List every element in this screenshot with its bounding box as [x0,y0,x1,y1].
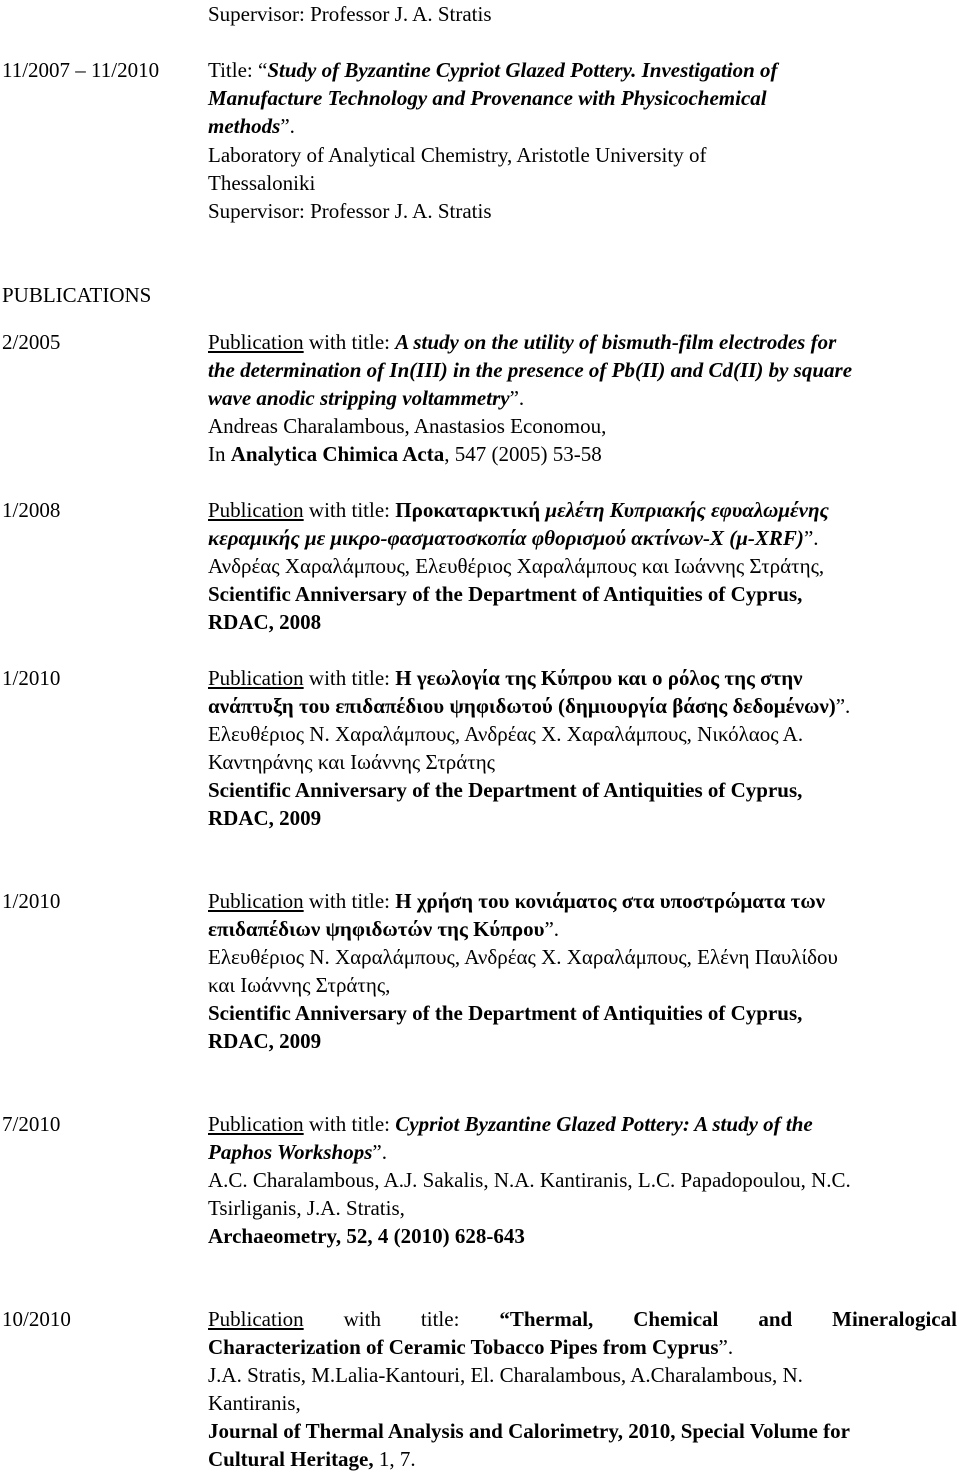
pub-date: 2/2005 [2,330,61,354]
pub-authors-line-1: Ελευθέριος Ν. Χαραλάμπους, Ανδρέας Χ. Χαραλάμπους, Νικόλαος Α. [208,722,804,746]
pub-venue-line-2: RDAC, 2008 [208,610,322,634]
pub-date: 10/2010 [2,1307,71,1331]
pub-authors: Andreas Charalambous, Anastasios Economou, [208,414,607,438]
pub-title-line-1: Publication with title: Cypriot Byzantine Glazed Pottery: A study of the [208,1112,813,1136]
pub-title-line-2: Paphos Workshops”. [208,1140,387,1164]
publication-link[interactable]: Publication [208,1307,304,1331]
pub-title-line-1: Publication with title: “Thermal, Chemical and Mineralogical [208,1307,957,1331]
pub-venue-line-2: RDAC, 2009 [208,806,322,830]
publication-link[interactable]: Publication [208,666,304,690]
pub-journal-line-1: Journal of Thermal Analysis and Calorimetry, 2010, Special Volume for [208,1419,850,1443]
pub-authors-line-1: J.A. Stratis, M.Lalia-Kantouri, El. Charalambous, A.Charalambous, N. [208,1363,803,1387]
pub-authors-line-2: και Ιωάννης Στράτης, [208,973,391,997]
phd-title-line-2: Manufacture Technology and Provenance with Physicochemical [208,86,767,110]
prev-supervisor: Supervisor: Professor J. A. Stratis [208,2,492,26]
pub-date: 1/2008 [2,498,61,522]
pub-title-line-1: Publication with title: A study on the utility of bismuth-film electrodes for [208,330,837,354]
pub-authors-line-1: Ελευθέριος Ν. Χαραλάμπους, Ανδρέας Χ. Χαραλάμπους, Ελένη Παυλίδου [208,945,838,969]
pub-title-line-1: Publication with title: Η χρήση του κονιάματος στα υποστρώματα των [208,889,826,913]
pub-venue-line-2: RDAC, 2009 [208,1029,322,1053]
pub-date: 1/2010 [2,666,61,690]
phd-lab-line-1: Laboratory of Analytical Chemistry, Aristotle University of [208,143,707,167]
pub-venue-line-1: Scientific Anniversary of the Department of Antiquities of Cyprus, [208,1001,803,1025]
pub-venue-line-1: Scientific Anniversary of the Department of Antiquities of Cyprus, [208,582,803,606]
pub-venue-line-1: Scientific Anniversary of the Department of Antiquities of Cyprus, [208,778,803,802]
pub-title-line-3: wave anodic stripping voltammetry”. [208,386,525,410]
publications-heading: PUBLICATIONS [2,283,152,307]
pub-journal-line-2: Cultural Heritage, 1, 7. [208,1447,416,1471]
pub-authors-line-1: A.C. Charalambous, A.J. Sakalis, N.A. Kantiranis, L.C. Papadopoulou, N.C. [208,1168,851,1192]
phd-date: 11/2007 – 11/2010 [2,58,160,82]
phd-title-line-3: methods”. [208,114,295,138]
publication-link[interactable]: Publication [208,498,304,522]
pub-title-line-2: ανάπτυξη του επιδαπέδιου ψηφιδωτού (δημιουργία βάσης δεδομένων)”. [208,694,851,718]
phd-lab-line-2: Thessaloniki [208,171,316,195]
publication-link[interactable]: Publication [208,889,304,913]
pub-date: 1/2010 [2,889,61,913]
pub-title-line-1: Publication with title: Προκαταρκτική μελέτη Κυπριακής εφυαλωμένης [208,498,829,522]
publication-link[interactable]: Publication [208,1112,304,1136]
pub-journal: Archaeometry, 52, 4 (2010) 628-643 [208,1224,525,1248]
phd-supervisor: Supervisor: Professor J. A. Stratis [208,199,492,223]
pub-title-line-2: Characterization of Ceramic Tobacco Pipes from Cyprus”. [208,1335,734,1359]
publication-link[interactable]: Publication [208,330,304,354]
pub-date: 7/2010 [2,1112,61,1136]
pub-authors: Ανδρέας Χαραλάμπους, Ελευθέριος Χαραλάμπους και Ιωάννης Στράτης, [208,554,825,578]
pub-title-line-2: επιδαπέδιων ψηφιδωτών της Κύπρου”. [208,917,560,941]
pub-authors-line-2: Καντηράνης και Ιωάννης Στράτης [208,750,495,774]
pub-title-line-2: the determination of In(III) in the presence of Pb(II) and Cd(II) by square [208,358,853,382]
pub-title-line-1: Publication with title: Η γεωλογία της Κύπρου και ο ρόλος της στην [208,666,803,690]
pub-authors-line-2: Tsirliganis, J.A. Stratis, [208,1196,405,1220]
pub-authors-line-2: Kantiranis, [208,1391,301,1415]
pub-title-line-2: κεραμικής με μικρο-φασματοσκοπία φθορισμού ακτίνων-Χ (μ-XRF)”. [208,526,819,550]
pub-journal: In Analytica Chimica Acta, 547 (2005) 53-58 [208,442,602,466]
phd-title-line-1: Title: “Study of Byzantine Cypriot Glazed Pottery. Investigation of [208,58,778,82]
